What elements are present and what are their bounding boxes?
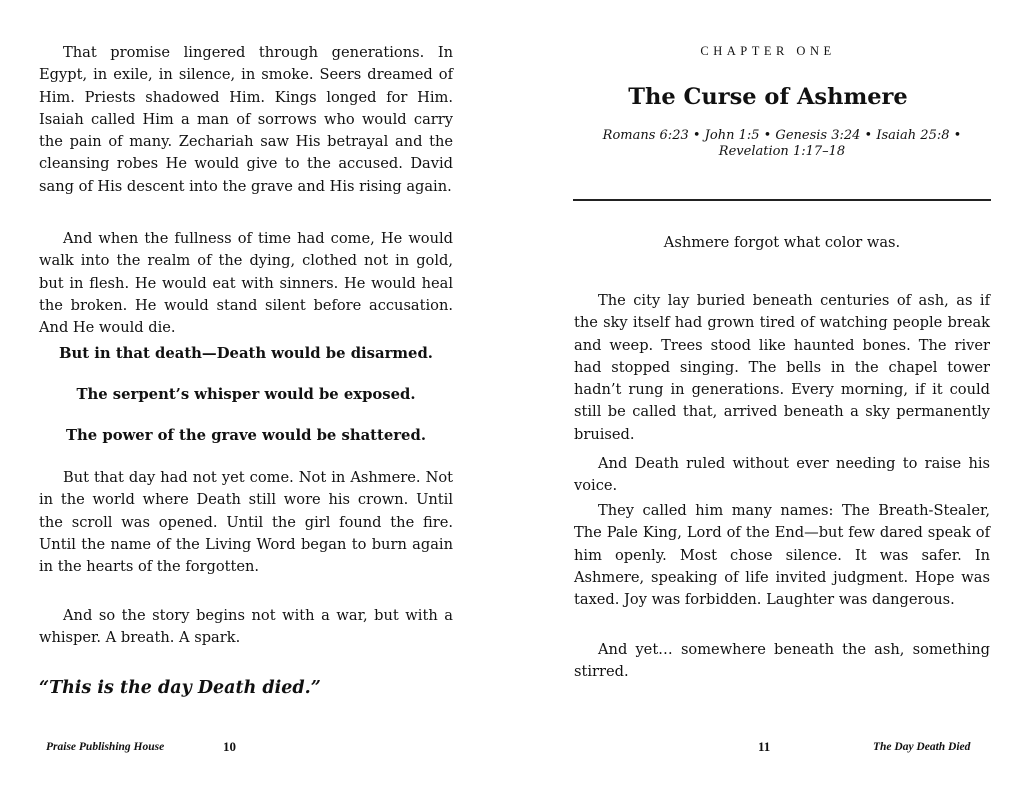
paragraph-many-names: They called him many names: The Breath-Stealer, The Pale King, Lord of the End—but few dared speak of him openly. Most chose silence. It was safer. In Ashmere, speaking of life invited judgment. Hope was taxed. Joy was forbidden. Laughter was dangerous. — [574, 502, 990, 609]
emphasis-line-death-disarmed: But in that death—Death would be disarmed. — [59, 345, 433, 362]
paragraph-something-stirred: And yet… somewhere beneath the ash, something stirred. — [574, 641, 990, 681]
footer-page-number-left: 10 — [223, 739, 236, 754]
right-page — [512, 0, 1024, 791]
paragraph-story-begins: And so the story begins not with a war, but with a whisper. A breath. A spark. — [39, 607, 453, 647]
emphasis-line-serpent-exposed: The serpent’s whisper would be exposed. — [76, 386, 416, 403]
chapter-title: The Curse of Ashmere — [628, 84, 908, 110]
footer-publisher: Praise Publishing House — [46, 741, 165, 753]
chapter-divider — [573, 199, 991, 201]
closing-quote: “This is the day Death died.” — [39, 678, 321, 698]
paragraph-fullness-of-time: And when the fullness of time had come, He would walk into the realm of the dying, clothed not in gold, but in flesh. He would eat with sinners. He would heal the broken. He would stand silent before accusation. And He would die. — [39, 230, 453, 337]
paragraph-city-buried: The city lay buried beneath centuries of ash, as if the sky itself had grown tired of watching people break and weep. Trees stood like haunted bones. The river had stopped singing. The bells in the chapel tower hadn’t rung in generations. Every morning, if it could still be called that, arrived beneath a sky permanently bruised. — [574, 292, 990, 443]
opening-line: Ashmere forgot what color was. — [663, 234, 901, 251]
paragraph-not-yet-come: But that day had not yet come. Not in Ashmere. Not in the world where Death still wore his crown. Until the scroll was opened. Until the girl found the fire. Until the name of the Living Word began to burn again in the hearts of the forgotten. — [39, 469, 453, 576]
chapter-label: CHAPTER ONE — [700, 44, 836, 58]
paragraph-death-ruled: And Death ruled without ever needing to raise his voice. — [574, 455, 990, 495]
scripture-references: Romans 6:23 • John 1:5 • Genesis 3:24 • Isaiah 25:8 • Revelation 1:17–18 — [602, 128, 962, 159]
footer-book-title: The Day Death Died — [873, 741, 971, 753]
paragraph-prophecy: That promise lingered through generations. In Egypt, in exile, in silence, in smoke. Seers dreamed of Him. Priests shadowed Him. Kings longed for Him. Isaiah called Him a man of sorrows who would carry the pain of many. Zechariah saw His betrayal and the cleansing robes He would give to the accused. David sang of His descent into the grave and His rising again. — [39, 44, 453, 195]
footer-page-number-right: 11 — [758, 739, 771, 754]
emphasis-line-grave-shattered: The power of the grave would be shattered. — [66, 427, 426, 444]
